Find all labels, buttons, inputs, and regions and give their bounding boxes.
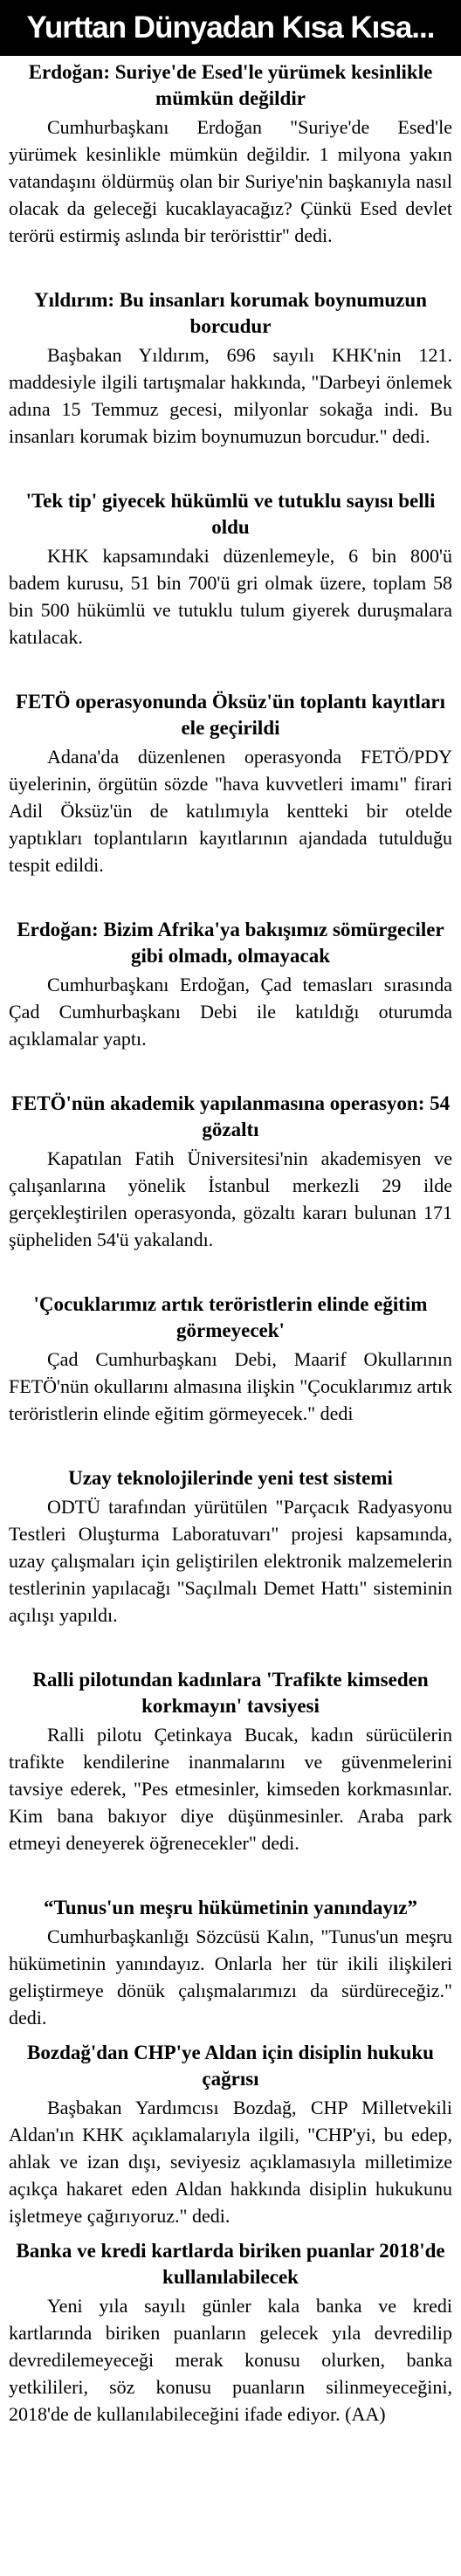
news-column — [0, 56, 461, 2428]
news-item — [9, 2040, 452, 2229]
news-item — [9, 1667, 452, 1856]
news-item — [9, 1895, 452, 2031]
news-body: Başbakan Yardımcısı Bozdağ, CHP Milletvekili Aldan'ın KHK açıklamalarıyla ilgili, "CHP'yi, bu edep, ahlak ve izan dışı, seviyesiz açıklamasıyla milletimize açıkça hakaret eden Aldan hakkında disiplin hukukunu işletmeye çağırıyoruz." dedi. — [9, 2097, 452, 2227]
news-body: ODTÜ tarafından yürütülen "Parçacık Radyasyonu Testleri Oluşturma Laboratuvarı" projesi kapsamında, uzay çalışmaları için geliştirilen elektronik malzemelerin testlerinin yapılacağı "Saçılmalı Demet Hattı" sisteminin açılışı yapıldı. — [9, 1496, 452, 1626]
news-item — [9, 1091, 452, 1253]
news-body: Çad Cumhurbaşkanı Debi, Maarif Okullarının FETÖ'nün okullarını almasına ilişkin "Çocuklarımız artık teröristlerin elinde eğitim görmeyecek." dedi — [9, 1348, 452, 1424]
masthead-title: Yurttan Dünyadan Kısa Kısa... — [0, 0, 461, 56]
news-item — [9, 917, 452, 1052]
news-item — [9, 1465, 452, 1629]
news-body: Ralli pilotu Çetinkaya Bucak, kadın sürücülerin trafikte kendilerine inanmalarını ve güvenmelerini tavsiye ederek, "Pes etmesinler, kimseden korkmasınlar. Kim bana bakıyor diye düşünmesinler. Araba park etmeyi deneyerek öğrenecekler" dedi. — [9, 1724, 452, 1854]
news-headline: FETÖ'nün akademik yapılanmasına operasyon: 54 gözaltı — [10, 1092, 451, 1140]
news-headline: 'Tek tip' giyecek hükümlü ve tutuklu sayısı belli oldu — [25, 490, 436, 538]
news-headline: Bozdağ'dan CHP'ye Aldan için disiplin hukuku çağrısı — [27, 2042, 434, 2090]
news-headline: 'Çocuklarımız artık teröristlerin elinde eğitim görmeyecek' — [33, 1293, 428, 1341]
news-headline: Uzay teknolojilerinde yeni test sistemi — [68, 1467, 393, 1489]
news-item — [9, 59, 452, 249]
news-headline: Ralli pilotundan kadınlara 'Trafikte kimseden korkmayın' tavsiyesi — [32, 1669, 429, 1717]
news-item — [9, 2238, 452, 2428]
news-headline: Banka ve kredi kartlarda biriken puanlar 2018'de kullanılabilecek — [16, 2240, 445, 2288]
news-body: KHK kapsamındaki düzenlemeyle, 6 bin 800'ü badem kurusu, 51 bin 700'ü gri olmak üzere, toplam 58 bin 500 hükümlü ve tutuklu tulum giyerek duruşmalara katılacak. — [9, 545, 452, 648]
news-body: Cumhurbaşkanı Erdoğan, Çad temasları sırasında Çad Cumhurbaşkanı Debi ile katıldığı oturumda açıklamalar yaptı. — [9, 974, 452, 1050]
news-item — [9, 488, 452, 651]
news-headline: Erdoğan: Suriye'de Esed'le yürümek kesinlikle mümkün değildir — [28, 61, 433, 109]
news-item — [9, 287, 452, 450]
news-headline: FETÖ operasyonunda Öksüz'ün toplantı kayıtları ele geçirildi — [15, 691, 446, 739]
news-body: Cumhurbaşkanı Erdoğan "Suriye'de Esed'le yürümek kesinlikle mümkün değildir. 1 milyona yakın vatandaşını öldürmüş olan bir Suriye'nin başkanıyla nasıl olacak da geleceği kucaklayacağız? Çünkü Esed devlet terörü estirmiş aslında bir teröristtir" dedi. — [9, 116, 452, 246]
news-body: Kapatılan Fatih Üniversitesi'nin akademisyen ve çalışanlarına yönelik İstanbul merkezli 29 ilde gerçekleştirilen operasyonda, gözaltı kararı bulunan 171 şüpheliden 54'ü yakalandı. — [9, 1147, 452, 1250]
news-body: Cumhurbaşkanlığı Sözcüsü Kalın, "Tunus'un meşru hükümetinin yanındayız. Onlarla her tür ikili ilişkileri geliştirmeye dönük çalışmalarımızı da sürdüreceğiz." dedi. — [9, 1925, 452, 2028]
news-headline: Erdoğan: Bizim Afrika'ya bakışımız sömürgeciler gibi olmadı, olmayacak — [17, 919, 444, 967]
news-body: Yeni yıla sayılı günler kala banka ve kredi kartlarında biriken puanların gelecek yıla devredilip devredilemeyeceği merak konusu olurken, banka yetkilileri, söz konusu puanların silinmeyeceğini, 2018'de de kullanılabileceğini ifade ediyor. (AA) — [9, 2295, 452, 2425]
news-headline: “Tunus'un meşru hükümetinin yanındayız” — [43, 1897, 417, 1918]
news-item — [9, 1291, 452, 1427]
news-item — [9, 689, 452, 878]
news-body: Başbakan Yıldırım, 696 sayılı KHK'nin 121. maddesiyle ilgili tartışmalar hakkında, "Darbeyi önlemek adına 15 Temmuz gecesi, milyonlar sokağa indi. Bu insanları korumak bizim boynumuzun borcudur." dedi. — [9, 344, 452, 447]
news-body: Adana'da düzenlenen operasyonda FETÖ/PDY üyelerinin, örgütün sözde "hava kuvvetleri imamı" firari Adil Öksüz'ün de katılımıyla kentteki bir otelde yaptıkları toplantıların kayıtlarının ajandada tutulduğu tespit edildi. — [9, 746, 452, 876]
news-headline: Yıldırım: Bu insanları korumak boynumuzun borcudur — [34, 289, 427, 337]
